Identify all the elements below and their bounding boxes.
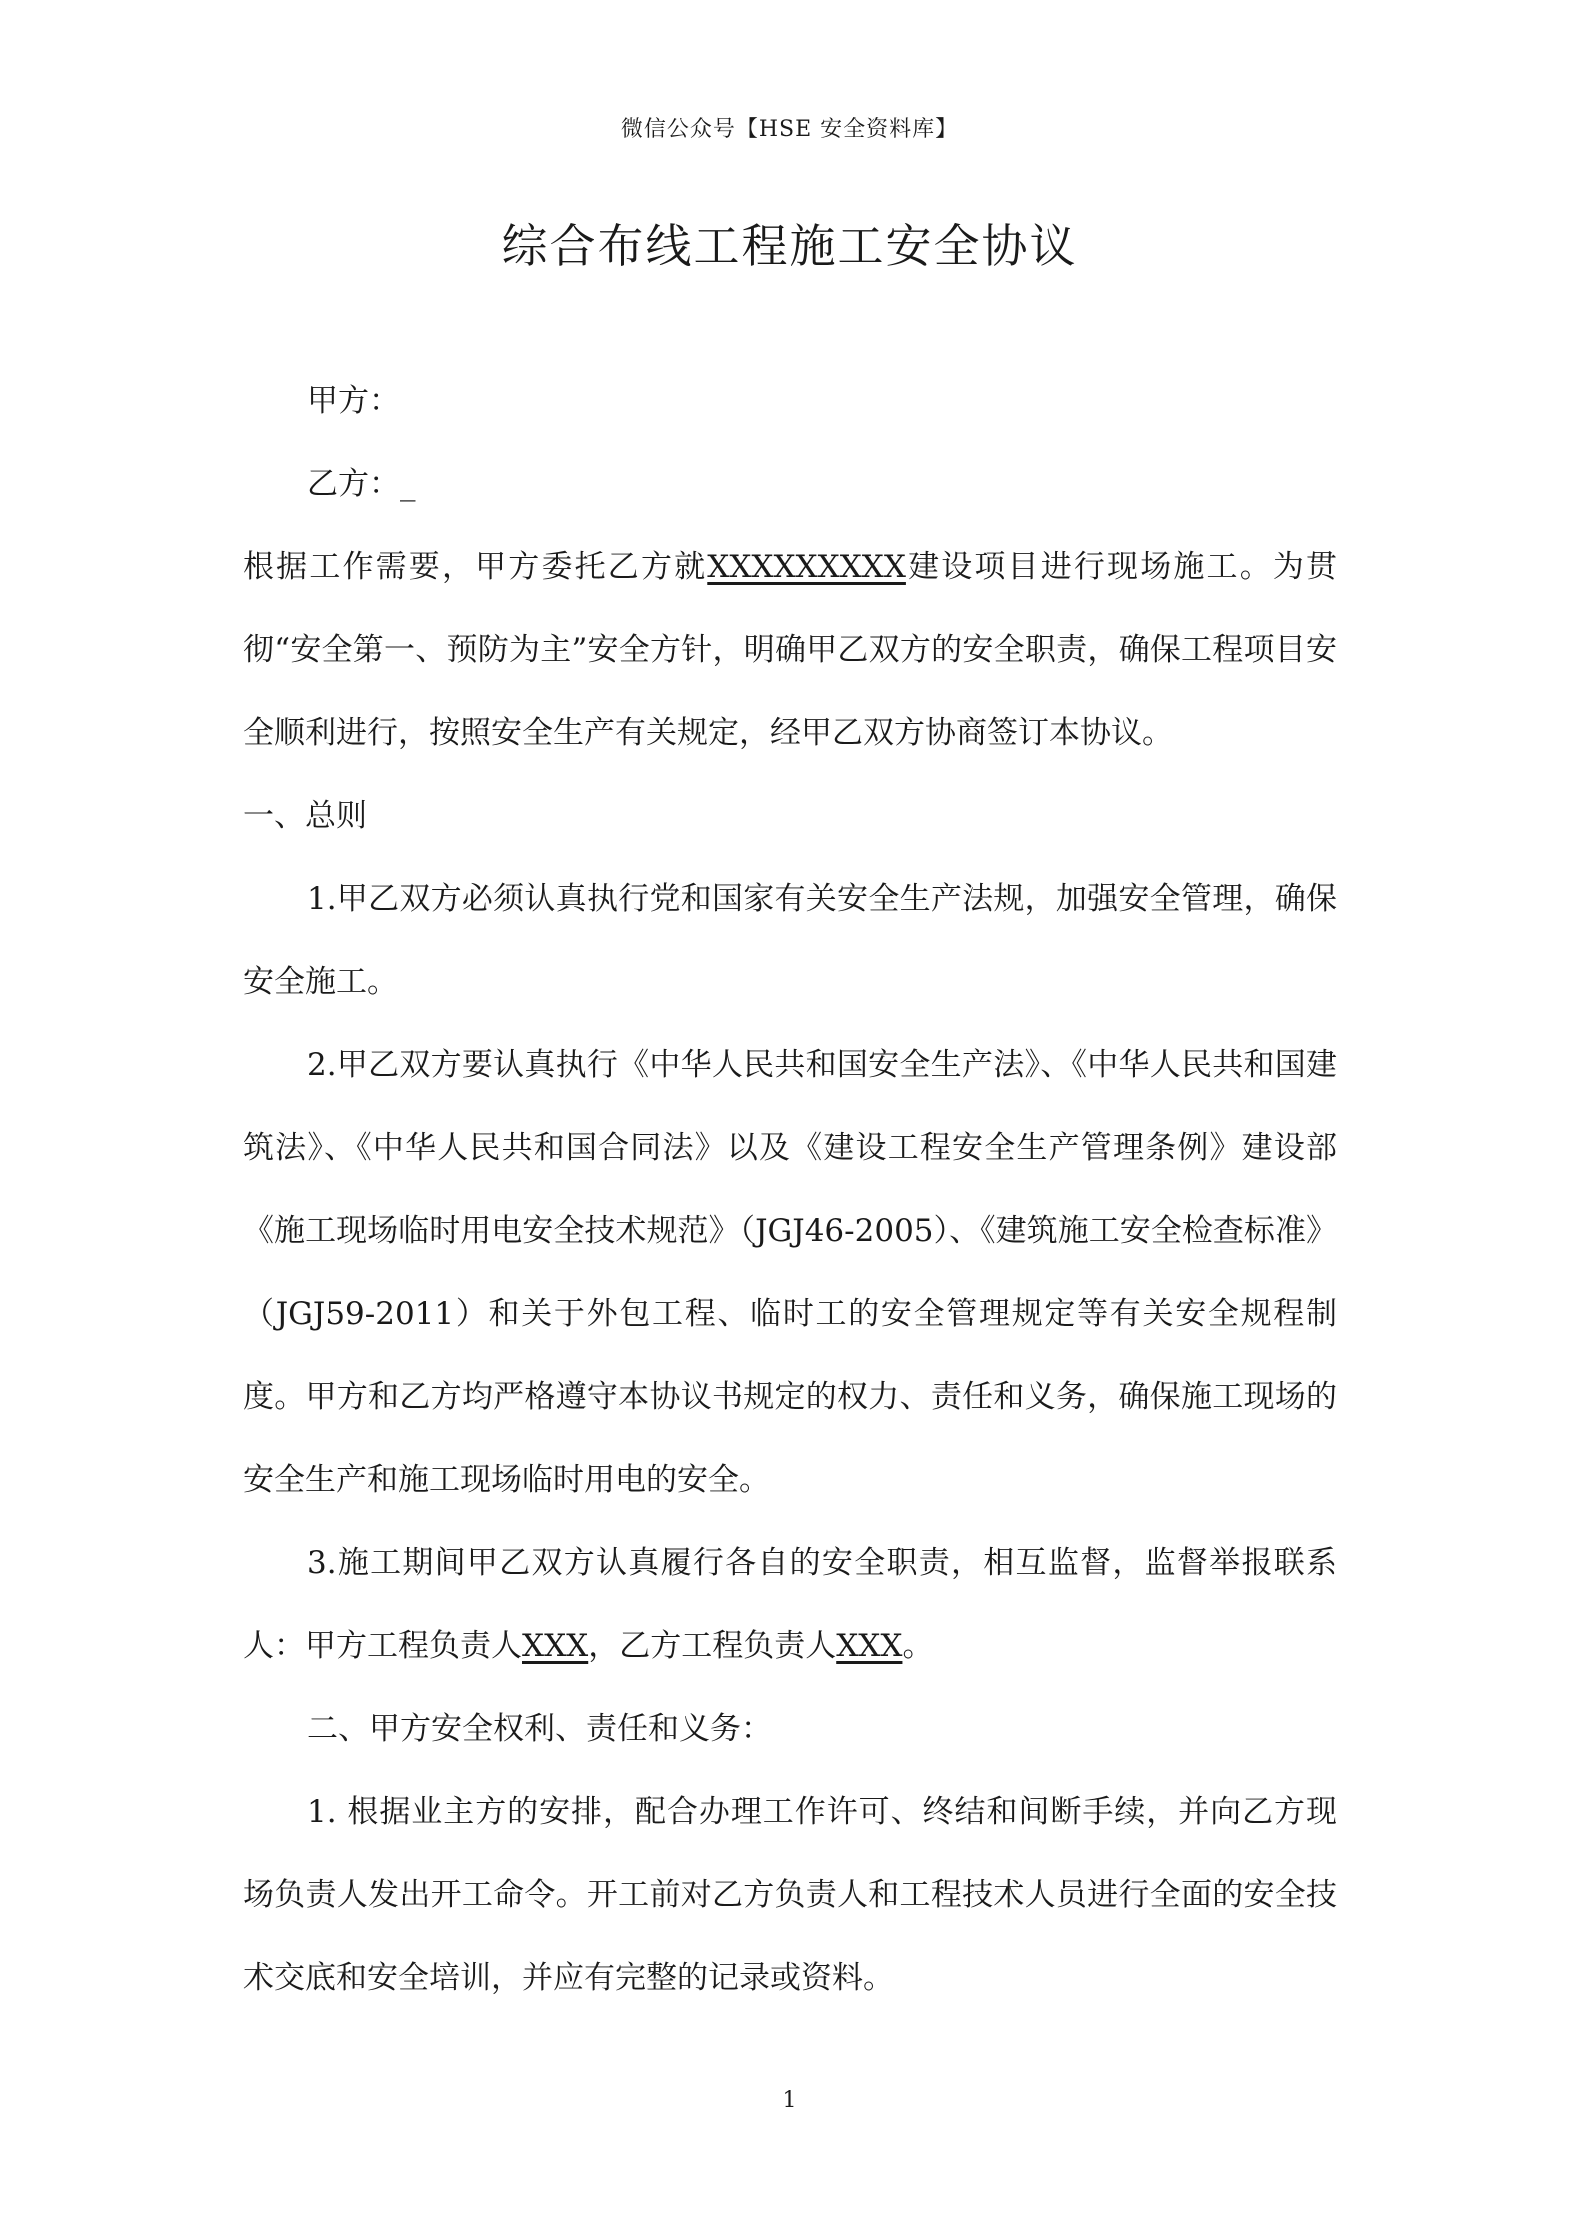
section-2-item-1: 1. 根据业主方的安排，配合办理工作许可、终结和间断手续，并向乙方现场负责人发出开工命令。开工前对乙方负责人和工程技术人员进行全面的安全技术交底和安全培训，并应有完整的记录或资料。 [243,1794,1337,1996]
section-1-item-2: 2.甲乙双方要认真执行《中华人民共和国安全生产法》、《中华人民共和国建筑法》、《中华人民共和国合同法》以及《建设工程安全生产管理条例》建设部《施工现场临时用电安全技术规范》（JGJ46-2005）、《建筑施工安全检查标准》（JGJ59-2011）和关于外包工程、临时工的安全管理规定等有关安全规程制度。甲方和乙方均严格遵守本协议书规定的权力、责任和义务，确保施工现场的安全生产和施工现场临时用电的安全。 [243,1047,1337,1498]
item-3-text-mid: ，乙方工程负责人 [588,1628,837,1664]
party-b-contact-blank: XXX [836,1628,903,1664]
section-1-heading: 一、总则 [243,798,367,834]
intro-text-start: 根据工作需要，甲方委托乙方就 [243,549,708,585]
item-3-text-start: 3.施工期间甲乙双方认真履行各自的安全职责，相互监督，监督举报联系人：甲方工程负责人 [243,1545,1337,1664]
party-a-line: 甲方： [307,383,400,419]
intro-paragraph [243,526,1337,775]
party-a-contact-blank: XXX [522,1628,589,1664]
page-number: 1 [782,2088,797,2113]
section-1-item-3 [243,1522,1337,1688]
project-name-blank: XXXXXXXXX [707,549,906,585]
section-2-heading: 二、甲方安全权利、责任和义务： [307,1711,772,1747]
document-title: 综合布线工程施工安全协议 [501,219,1078,273]
document-body [243,360,1337,2020]
section-1-item-1: 1.甲乙双方必须认真执行党和国家有关安全生产法规，加强安全管理，确保安全施工。 [243,881,1337,1000]
item-3-text-end: 。 [902,1628,934,1664]
page-header: 微信公众号【HSE 安全资料库】 [620,117,959,142]
party-b-line: 乙方：_ [307,466,416,502]
intro-text-end: 建设项目进行现场施工。为贯彻“安全第一、预防为主”安全方针，明确甲乙双方的安全职责，确保工程项目安全顺利进行，按照安全生产有关规定，经甲乙双方协商签订本协议。 [243,549,1338,751]
